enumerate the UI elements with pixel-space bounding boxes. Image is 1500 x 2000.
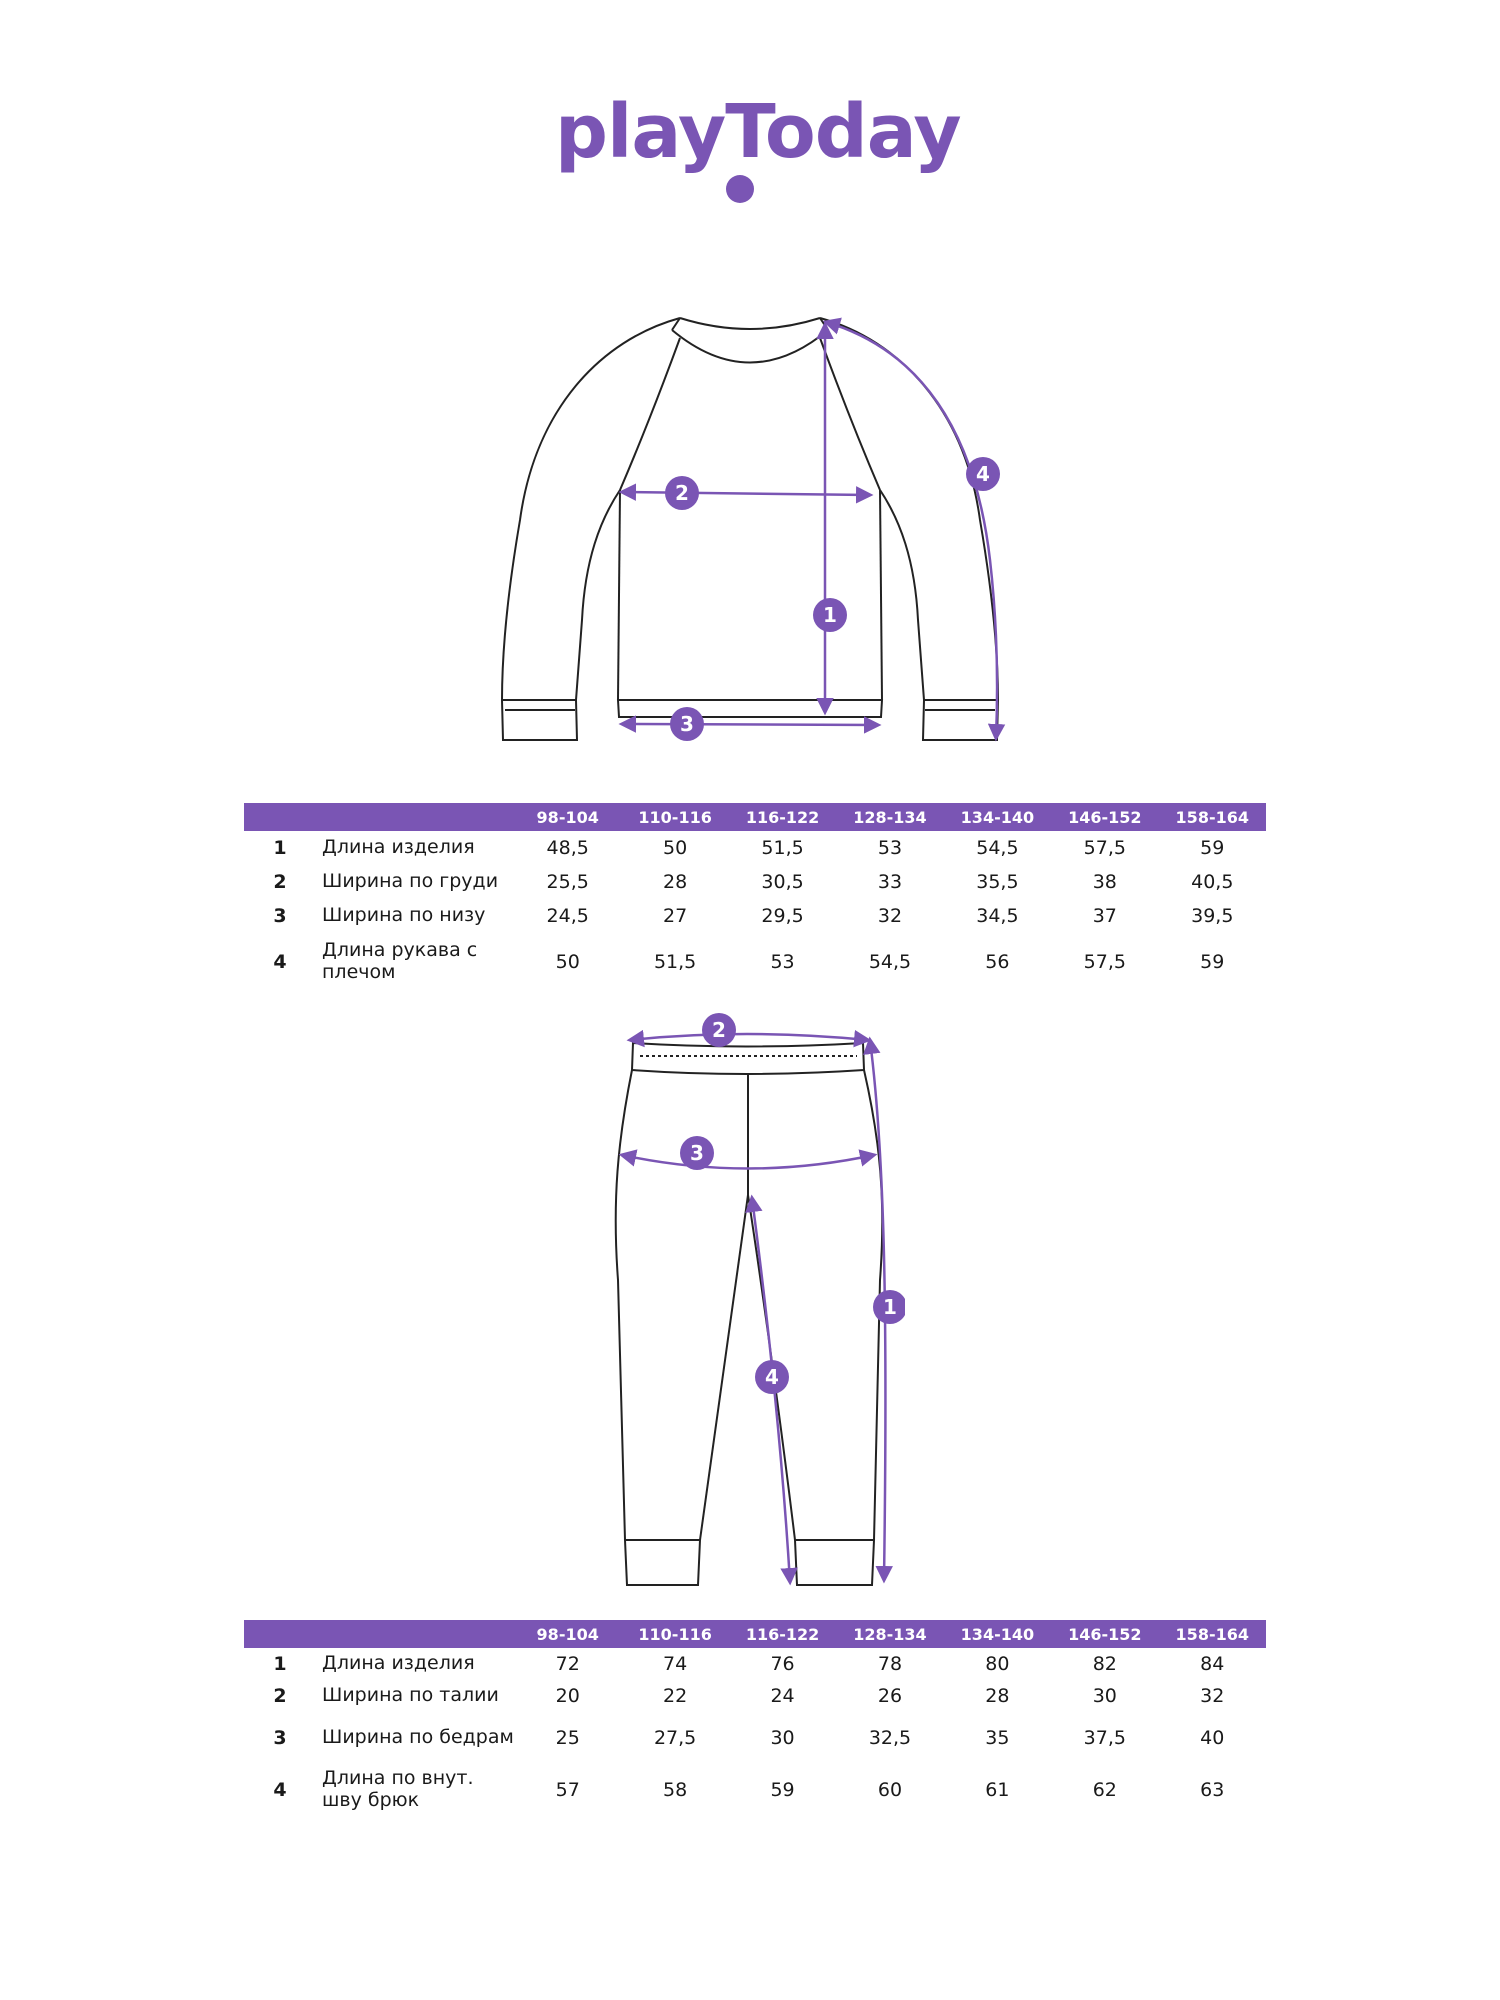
header-cell: 98-104 bbox=[536, 807, 599, 827]
brand-logo-text: playToday bbox=[555, 89, 961, 175]
header-cell: 110-116 bbox=[638, 807, 712, 827]
table-cell: 62 bbox=[1092, 1779, 1117, 1801]
row-number: 1 bbox=[273, 837, 287, 859]
table-cell: 59 bbox=[770, 1779, 795, 1801]
table-header-row bbox=[244, 1620, 1266, 1648]
svg-text:3: 3 bbox=[690, 1141, 704, 1165]
pants-outline bbox=[616, 1043, 883, 1585]
header-cell: 146-152 bbox=[1068, 1624, 1142, 1644]
table-cell: 29,5 bbox=[761, 905, 804, 927]
svg-text:1: 1 bbox=[823, 603, 837, 627]
table-cell: 24,5 bbox=[546, 905, 589, 927]
table-cell: 50 bbox=[555, 951, 580, 973]
table-cell: 53 bbox=[877, 837, 903, 859]
table-cell: 28 bbox=[985, 1685, 1010, 1707]
table-row bbox=[244, 865, 1266, 899]
table-cell: 38 bbox=[1092, 871, 1117, 893]
table-cell: 54,5 bbox=[976, 837, 1019, 859]
table-row bbox=[244, 1680, 1266, 1712]
table-cell: 76 bbox=[770, 1653, 795, 1675]
table-cell: 48,5 bbox=[546, 837, 589, 859]
svg-text:2: 2 bbox=[712, 1018, 726, 1042]
row-label: Ширина по груди bbox=[322, 870, 499, 893]
table-cell: 32 bbox=[877, 905, 903, 927]
pants-size-table bbox=[244, 1620, 1266, 1816]
table-cell: 24 bbox=[770, 1685, 795, 1707]
table-cell: 37,5 bbox=[1083, 1727, 1126, 1749]
table-cell: 32,5 bbox=[868, 1727, 912, 1749]
table-cell: 84 bbox=[1200, 1653, 1225, 1675]
sweater-outline bbox=[502, 318, 998, 740]
brand-logo bbox=[555, 89, 961, 215]
sweater-marker-3 bbox=[670, 707, 704, 741]
table-cell: 51,5 bbox=[761, 837, 804, 859]
table-cell: 22 bbox=[663, 1685, 688, 1707]
row-number: 1 bbox=[273, 1653, 287, 1675]
table-row bbox=[244, 1764, 1266, 1816]
table-cell: 30 bbox=[770, 1727, 795, 1749]
header-cell bbox=[244, 1620, 316, 1648]
row-label: Длина по внут. шву брюк bbox=[322, 1767, 474, 1811]
sweater-diagram bbox=[490, 305, 1010, 755]
table-cell: 54,5 bbox=[868, 951, 912, 973]
row-number: 2 bbox=[273, 1685, 287, 1707]
pants-marker-4 bbox=[755, 1360, 789, 1394]
header-cell: 98-104 bbox=[536, 1624, 599, 1644]
svg-text:4: 4 bbox=[976, 462, 990, 486]
table-cell: 57 bbox=[555, 1779, 580, 1801]
pants-diagram bbox=[595, 1000, 905, 1600]
row-label: Ширина по низу bbox=[322, 904, 486, 927]
table-cell: 50 bbox=[663, 837, 688, 859]
table-cell: 57,5 bbox=[1083, 837, 1126, 859]
table-cell: 33 bbox=[877, 871, 903, 893]
table-cell: 53 bbox=[770, 951, 795, 973]
pants-measure-lines bbox=[622, 1034, 885, 1582]
header-cell: 128-134 bbox=[853, 807, 927, 827]
row-number: 3 bbox=[273, 905, 287, 927]
row-label: Длина изделия bbox=[322, 836, 475, 859]
header-cell bbox=[316, 1620, 514, 1648]
svg-text:1: 1 bbox=[883, 1295, 897, 1319]
table-cell: 59 bbox=[1200, 951, 1225, 973]
table-cell: 40 bbox=[1200, 1727, 1225, 1749]
table-cell: 39,5 bbox=[1191, 905, 1234, 927]
table-header-row bbox=[244, 803, 1266, 831]
header-cell: 146-152 bbox=[1068, 807, 1142, 827]
header-cell: 158-164 bbox=[1175, 807, 1249, 827]
table-cell: 25,5 bbox=[546, 871, 589, 893]
header-cell: 110-116 bbox=[638, 1624, 712, 1644]
table-row bbox=[244, 933, 1266, 991]
row-label: Ширина по бедрам bbox=[322, 1726, 514, 1749]
svg-text:4: 4 bbox=[765, 1365, 779, 1389]
sweater-marker-4 bbox=[966, 457, 1000, 491]
header-cell: 128-134 bbox=[853, 1624, 927, 1644]
table-cell: 20 bbox=[555, 1685, 580, 1707]
pants-marker-1 bbox=[873, 1290, 905, 1324]
header-cell bbox=[316, 803, 514, 831]
sweater-size-table bbox=[244, 803, 1266, 991]
sweater-marker-2 bbox=[665, 476, 699, 510]
table-cell: 56 bbox=[985, 951, 1010, 973]
row-label: Ширина по талии bbox=[322, 1684, 499, 1707]
header-cell: 134-140 bbox=[960, 1624, 1035, 1644]
table-cell: 30 bbox=[1092, 1685, 1117, 1707]
table-row bbox=[244, 899, 1266, 933]
row-number: 3 bbox=[273, 1727, 287, 1749]
row-label: Длина изделия bbox=[322, 1652, 475, 1675]
table-cell: 37 bbox=[1092, 905, 1117, 927]
pants-marker-2 bbox=[702, 1013, 736, 1047]
svg-text:2: 2 bbox=[675, 481, 689, 505]
brand-logo-dot bbox=[726, 175, 754, 203]
table-cell: 51,5 bbox=[653, 951, 697, 973]
row-number: 4 bbox=[273, 951, 287, 973]
table-row bbox=[244, 831, 1266, 865]
pants-marker-3 bbox=[680, 1136, 714, 1170]
table-cell: 32 bbox=[1200, 1685, 1225, 1707]
table-cell: 40,5 bbox=[1191, 871, 1234, 893]
table-cell: 58 bbox=[663, 1779, 688, 1801]
svg-text:3: 3 bbox=[680, 712, 694, 736]
table-cell: 57,5 bbox=[1083, 951, 1126, 973]
table-cell: 28 bbox=[663, 871, 688, 893]
row-label: Длина рукава с плечом bbox=[322, 939, 478, 983]
row-number: 4 bbox=[273, 1779, 287, 1801]
header-cell: 158-164 bbox=[1175, 1624, 1249, 1644]
table-cell: 34,5 bbox=[976, 905, 1019, 927]
table-cell: 80 bbox=[985, 1653, 1010, 1675]
table-row bbox=[244, 1712, 1266, 1764]
table-cell: 35 bbox=[985, 1727, 1010, 1749]
table-cell: 82 bbox=[1092, 1653, 1117, 1675]
header-cell: 116-122 bbox=[745, 1624, 820, 1644]
header-cell: 116-122 bbox=[745, 807, 820, 827]
table-cell: 26 bbox=[877, 1685, 903, 1707]
table-cell: 59 bbox=[1200, 837, 1225, 859]
table-cell: 72 bbox=[555, 1653, 580, 1675]
table-cell: 25 bbox=[555, 1727, 580, 1749]
row-number: 2 bbox=[273, 871, 287, 893]
table-cell: 35,5 bbox=[976, 871, 1019, 893]
sweater-measure-lines bbox=[622, 322, 997, 738]
table-cell: 78 bbox=[877, 1653, 903, 1675]
sweater-marker-1 bbox=[813, 598, 847, 632]
table-cell: 30,5 bbox=[761, 871, 804, 893]
table-cell: 74 bbox=[663, 1653, 688, 1675]
table-cell: 27 bbox=[663, 905, 688, 927]
table-cell: 63 bbox=[1200, 1779, 1225, 1801]
table-cell: 27,5 bbox=[653, 1727, 697, 1749]
header-cell: 134-140 bbox=[960, 807, 1035, 827]
table-cell: 60 bbox=[877, 1779, 903, 1801]
table-cell: 61 bbox=[985, 1779, 1010, 1801]
header-cell bbox=[244, 803, 316, 831]
table-row bbox=[244, 1648, 1266, 1680]
